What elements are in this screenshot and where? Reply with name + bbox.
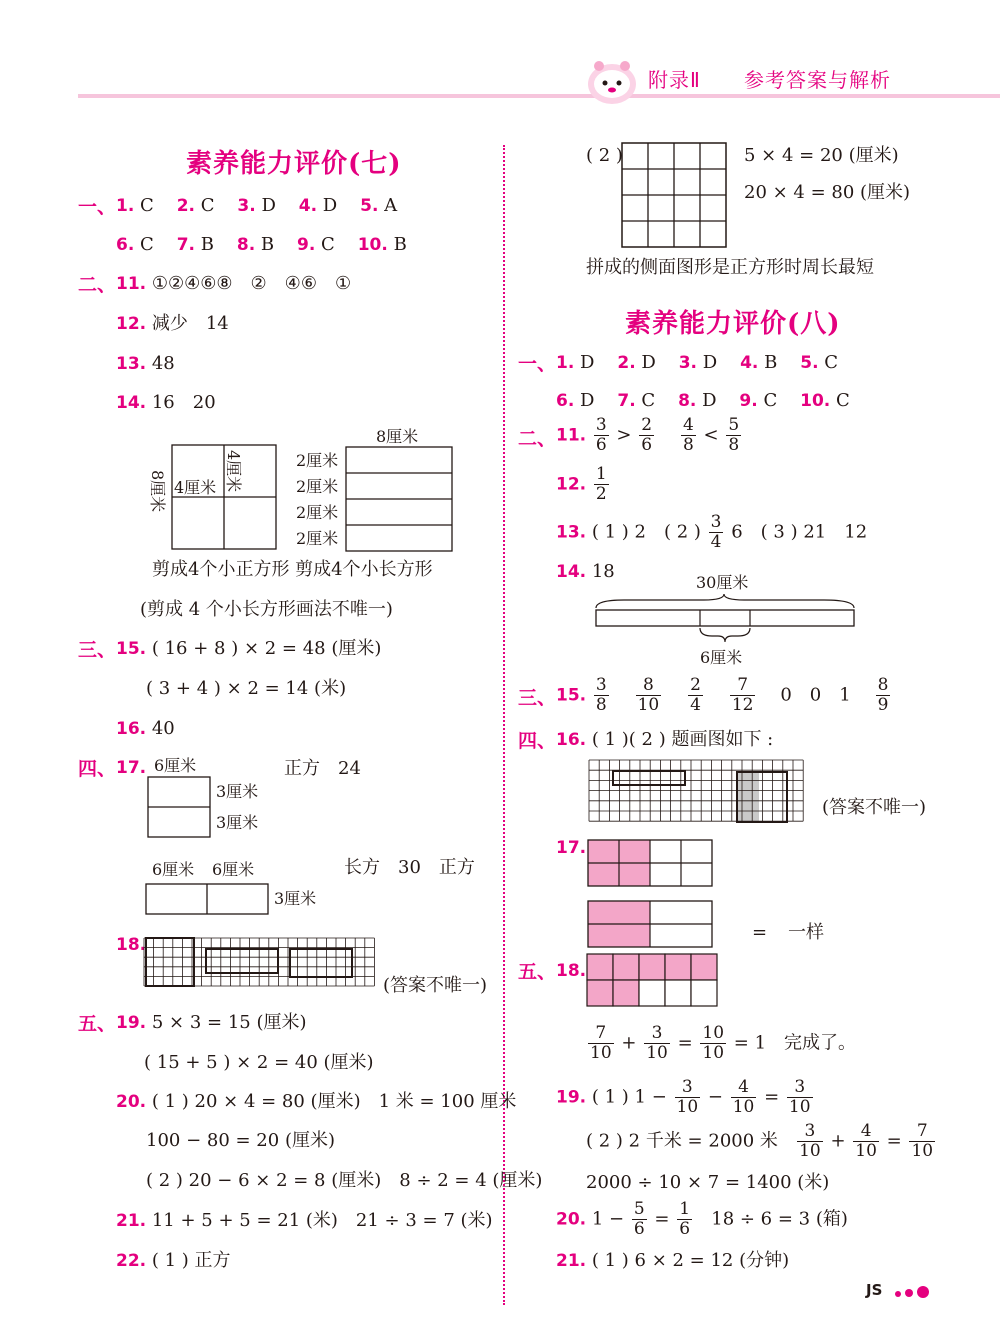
answer-20: 20. 1 − $\frac{5}{6}$ = $\frac{1}{6}$ 18 ÷ 6 = 3 (箱) — [556, 1199, 848, 1239]
svg-text:4厘米: 4厘米 — [174, 478, 217, 497]
answer-16: 16. 40 — [116, 718, 175, 739]
shaded-cell — [665, 954, 691, 980]
section-3-label: 三、 — [518, 687, 557, 709]
svg-text:8厘米: 8厘米 — [148, 470, 167, 513]
section-5-label: 五、 — [518, 961, 557, 983]
shaded-cell — [691, 954, 717, 980]
fraction-figure-17a — [587, 839, 715, 889]
left-title: 素养能力评价(七) — [186, 149, 402, 179]
answer-14: 14. 16 20 — [116, 392, 216, 413]
footer-tag: JS — [866, 1281, 883, 1299]
svg-text:2厘米: 2厘米 — [296, 503, 339, 522]
right-title: 素养能力评价(八) — [625, 309, 841, 339]
answers-row: 1. C 2. C 3. D 4. D 5. A — [116, 195, 398, 216]
answer-20: 20. ( 1 ) 20 × 4 = 80 (厘米) 1 米 = 100 厘米 — [116, 1091, 517, 1112]
answer-12: 12. 减少 14 — [116, 313, 229, 334]
section-2-label: 二、 — [518, 428, 557, 450]
answer-13: 13. 48 — [116, 353, 175, 374]
drawn-rectangle — [290, 949, 352, 977]
footer-dots-icon — [892, 1284, 932, 1300]
answer-19c: 2000 ÷ 10 × 7 = 1400 (米) — [586, 1172, 830, 1193]
header-bar — [78, 94, 1000, 98]
answer-18-number: 18. — [116, 935, 147, 955]
grid-figure-18 — [144, 937, 384, 989]
answers-row: 1. D 2. D 3. D 4. B 5. C — [556, 352, 839, 373]
shaded-cell — [613, 980, 639, 1006]
rect-figure-17 — [144, 856, 334, 918]
svg-text:3厘米: 3厘米 — [216, 813, 259, 832]
grid-square-22 — [622, 143, 728, 249]
answer-12: 12. $\frac{1}{2}$ — [556, 464, 607, 504]
section-4-label: 四、 — [518, 730, 557, 752]
answer-17a: 正方 24 — [284, 758, 361, 779]
answer-20b: 100 − 80 = 20 (厘米) — [146, 1130, 335, 1151]
answer-16-note: (答案不唯一) — [822, 797, 927, 818]
svg-text:2厘米: 2厘米 — [296, 529, 339, 548]
shaded-cells — [737, 772, 759, 822]
svg-text:6厘米: 6厘米 — [154, 756, 197, 775]
shaded-cell — [639, 954, 665, 980]
empty-cell — [639, 980, 665, 1006]
shaded-cell — [587, 980, 613, 1006]
svg-text:3厘米: 3厘米 — [216, 782, 259, 801]
answer-22-2-conclusion: 拼成的侧面图形是正方形时周长最短 — [586, 257, 874, 278]
shaded-cell — [613, 954, 639, 980]
answer-17-ans: 一样 — [788, 922, 824, 943]
svg-text:4厘米: 4厘米 — [224, 450, 243, 493]
answers-row: 6. C 7. B 8. B 9. C 10. B — [116, 234, 407, 255]
svg-text:30厘米: 30厘米 — [696, 573, 749, 592]
square-figure-17 — [146, 753, 276, 843]
answer-14: 14. 18 — [556, 561, 615, 582]
answer-17b: 长方 30 正方 — [344, 857, 475, 878]
answer-19: 19. 5 × 3 = 15 (厘米) — [116, 1012, 307, 1033]
drawn-rectangle — [206, 949, 278, 973]
drawn-rectangle — [613, 771, 685, 785]
answer-18-equation: $\frac{7}{10}$ + $\frac{3}{10}$ = $\frac{10}{10}$ = 1 完成了。 — [590, 1023, 857, 1063]
answer-18-note: (答案不唯一) — [383, 975, 488, 996]
answer-17-number: 17. — [556, 838, 587, 858]
answer-11: 11. ①②④⑥⑧ ② ④⑥ ① — [116, 273, 352, 294]
square-cut-figure — [140, 440, 280, 555]
grid-figure-16 — [589, 760, 803, 824]
answer-16: 16. ( 1 )( 2 ) 题画图如下 : — [556, 729, 774, 750]
section-5-label: 五、 — [78, 1013, 117, 1035]
appendix-label: 附录Ⅱ — [648, 68, 701, 92]
answer-22-2-label: ( 2 ) — [586, 145, 623, 166]
answer-15b: ( 3 + 4 ) × 2 = 14 (米) — [146, 678, 347, 699]
drawn-square — [146, 938, 194, 986]
fraction-figure-17b — [587, 900, 715, 950]
answer-22: 22. ( 1 ) 正方 — [116, 1250, 231, 1271]
header-title: 参考答案与解析 — [744, 68, 891, 92]
answer-22-2-l1: 5 × 4 = 20 (厘米) — [744, 145, 899, 166]
fraction-figure-18 — [586, 953, 718, 1009]
answer-21: 21. 11 + 5 + 5 = 21 (米) 21 ÷ 3 = 7 (米) — [116, 1210, 493, 1231]
svg-text:8厘米: 8厘米 — [376, 427, 419, 446]
answer-18-number: 18. — [556, 961, 587, 981]
section-2-label: 二、 — [78, 274, 117, 296]
svg-text:2厘米: 2厘米 — [296, 451, 339, 470]
section-4-label: 四、 — [78, 758, 117, 780]
answer-15: 15. $\frac{3}{8}$ $\frac{8}{10}$ $\frac{2}{4}$ $\frac{7}{12}$ 0 0 1 $\frac{8}{9}$ — [556, 675, 889, 715]
svg-text:6厘米: 6厘米 — [152, 860, 195, 879]
answer-20c: ( 2 ) 20 − 6 × 2 = 8 (厘米) 8 ÷ 2 = 4 (厘米) — [146, 1170, 543, 1191]
answer-19a: 19. ( 1 ) 1 − $\frac{3}{10}$ − $\frac{4}{10}$ = $\frac{3}{10}$ — [556, 1077, 811, 1117]
svg-text:3厘米: 3厘米 — [274, 889, 317, 908]
svg-text:2厘米: 2厘米 — [296, 477, 339, 496]
answer-19b: ( 15 + 5 ) × 2 = 40 (厘米) — [144, 1052, 374, 1073]
answer-11: 11. $\frac{3}{6}$ > $\frac{2}{6}$ $\frac{4}{8}$ < $\frac{5}{8}$ — [556, 415, 740, 455]
answers-row: 6. D 7. C 8. D 9. C 10. C — [556, 390, 850, 411]
answer-19b: ( 2 ) 2 千米 = 2000 米 $\frac{3}{10}$ + $\frac{4}{10}$ = $\frac{7}{10}$ — [586, 1121, 934, 1161]
answer-13: 13. ( 1 ) 2 ( 2 ) $\frac{3}{4}$ 6 ( 3 ) 21 12 — [556, 512, 868, 552]
section-3-label: 三、 — [78, 639, 117, 661]
answer-15: 15. ( 16 + 8 ) × 2 = 48 (厘米) — [116, 638, 382, 659]
column-divider — [503, 145, 505, 1305]
answer-21: 21. ( 1 ) 6 × 2 = 12 (分钟) — [556, 1250, 790, 1271]
figure-caption: 剪成4个小正方形 剪成4个小长方形 — [152, 559, 433, 580]
rect-cut-figure — [294, 425, 459, 555]
segment-figure-14 — [594, 570, 858, 670]
empty-cell — [691, 980, 717, 1006]
section-1-label: 一、 — [518, 353, 557, 375]
svg-text:6厘米: 6厘米 — [700, 648, 743, 667]
shaded-cell — [587, 954, 613, 980]
empty-cell — [665, 980, 691, 1006]
answer-22-2-l2: 20 × 4 = 80 (厘米) — [744, 182, 911, 203]
mascot-icon — [585, 56, 639, 106]
svg-text:6厘米: 6厘米 — [212, 860, 255, 879]
figure-note: (剪成 4 个小长方形画法不唯一) — [140, 599, 393, 620]
section-1-label: 一、 — [78, 196, 117, 218]
answer-17-number: 17. — [116, 758, 147, 778]
answer-17-eq: = — [752, 922, 768, 943]
